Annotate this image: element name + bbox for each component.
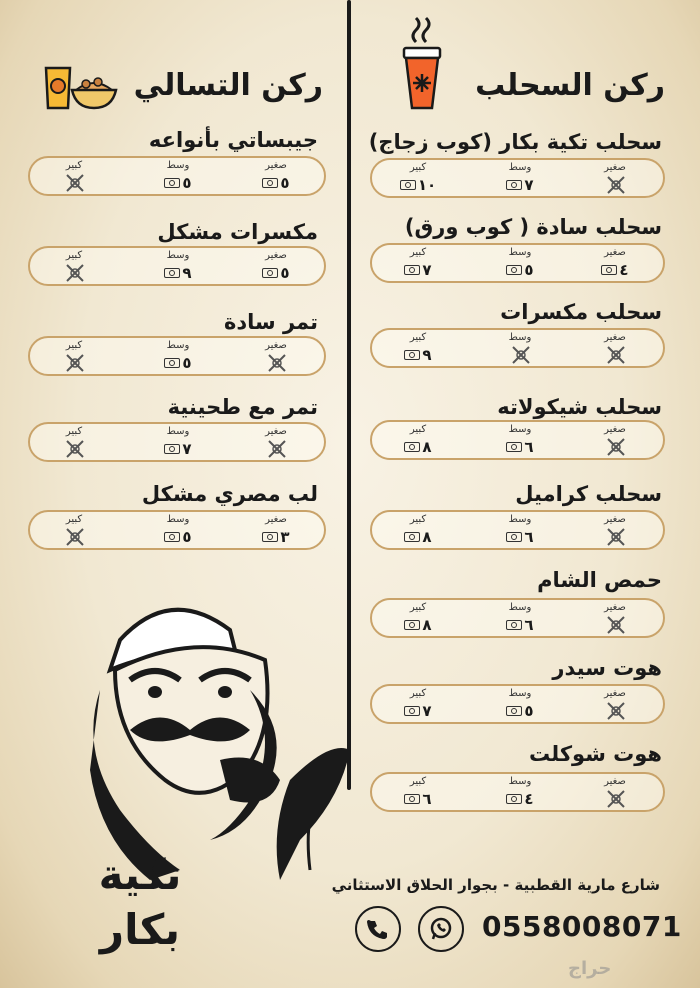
cash-icon xyxy=(506,620,522,630)
size-small xyxy=(248,514,304,548)
brand-line-1: تكية xyxy=(98,850,182,899)
snack-item-5-prices xyxy=(28,510,326,550)
size-medium-label: وسط xyxy=(508,332,532,343)
size-large-label: كبير xyxy=(65,160,83,171)
medium-price: ٦ xyxy=(524,438,534,456)
size-small xyxy=(587,162,643,196)
snack-item-4-name: تمر مع طحينية xyxy=(167,395,318,419)
medium-price: ٧ xyxy=(524,176,534,194)
snack-item-3-name: تمر سادة xyxy=(223,310,318,334)
size-medium xyxy=(150,250,206,284)
sahlab-item-4-name: سحلب شيكولاته xyxy=(497,395,662,419)
cash-icon xyxy=(404,706,420,716)
sahlab-item-5-name: سحلب كراميل xyxy=(515,482,662,506)
size-small-label: صغير xyxy=(604,688,626,699)
large-price: ٦ xyxy=(422,790,432,808)
unavailable-icon xyxy=(510,344,532,366)
size-medium xyxy=(492,162,548,196)
large-price: ٨ xyxy=(422,438,432,456)
medium-price: ٦ xyxy=(524,616,534,634)
whatsapp-icon xyxy=(428,916,454,942)
sahlab-item-1-name: سحلب تكية بكار (كوب زجاج) xyxy=(368,130,662,154)
brand-line-2: بكار xyxy=(99,905,181,954)
cash-icon xyxy=(262,532,278,542)
size-medium-label: وسط xyxy=(508,776,532,787)
medium-price: ٩ xyxy=(182,264,192,282)
size-medium xyxy=(150,426,206,460)
large-price: ٩ xyxy=(422,346,432,364)
size-small xyxy=(587,602,643,636)
cash-icon xyxy=(404,532,420,542)
small-price: ٥ xyxy=(280,264,290,282)
cash-icon xyxy=(506,706,522,716)
size-large-label: كبير xyxy=(409,162,427,173)
size-medium-label: وسط xyxy=(508,688,532,699)
snack-item-2-prices xyxy=(28,246,326,286)
size-large xyxy=(390,514,446,548)
sahlab-item-3-prices xyxy=(370,328,665,368)
sahlab-item-1-prices xyxy=(370,158,665,198)
size-large-label: كبير xyxy=(65,514,83,525)
snacks-section-title: ركن التسالي xyxy=(133,68,323,103)
sahlab-item-3-name: سحلب مكسرات xyxy=(500,300,662,324)
small-price: ٣ xyxy=(280,528,290,546)
size-large-label: كبير xyxy=(409,247,427,258)
large-price: ٨ xyxy=(422,616,432,634)
cash-icon xyxy=(164,178,180,188)
size-medium-label: وسط xyxy=(166,426,190,437)
size-small-label: صغير xyxy=(265,514,287,525)
unavailable-icon xyxy=(605,344,627,366)
size-large xyxy=(390,776,446,810)
sahlab-item-6-name: حمص الشام xyxy=(537,568,662,592)
size-medium-label: وسط xyxy=(508,424,532,435)
snack-item-1-name: جيبساتي بأنواعه xyxy=(148,128,318,152)
size-large xyxy=(390,332,446,366)
size-small-label: صغير xyxy=(604,776,626,787)
character-illustration xyxy=(60,580,360,880)
size-small xyxy=(248,160,304,194)
size-small-label: صغير xyxy=(604,514,626,525)
size-medium xyxy=(150,340,206,374)
cash-icon xyxy=(404,350,420,360)
snack-item-1-prices xyxy=(28,156,326,196)
size-small-label: صغير xyxy=(604,332,626,343)
size-small-label: صغير xyxy=(604,602,626,613)
cash-icon xyxy=(262,268,278,278)
size-medium xyxy=(492,776,548,810)
size-medium xyxy=(492,424,548,458)
sahlab-item-8-prices xyxy=(370,772,665,812)
unavailable-icon xyxy=(605,700,627,722)
size-medium-label: وسط xyxy=(166,514,190,525)
unavailable-icon xyxy=(64,352,86,374)
sahlab-item-5-prices xyxy=(370,510,665,550)
cash-icon xyxy=(601,265,617,275)
unavailable-icon xyxy=(64,172,86,194)
small-price: ٥ xyxy=(280,174,290,192)
sahlab-item-4-prices xyxy=(370,420,665,460)
cash-icon xyxy=(506,794,522,804)
size-medium-label: وسط xyxy=(508,602,532,613)
size-small xyxy=(248,340,304,374)
size-large xyxy=(390,688,446,722)
size-small-label: صغير xyxy=(604,162,626,173)
unavailable-icon xyxy=(266,438,288,460)
size-large xyxy=(390,424,446,458)
whatsapp-button[interactable] xyxy=(418,906,464,952)
large-price: ٧ xyxy=(422,702,432,720)
snack-item-4-prices xyxy=(28,422,326,462)
cash-icon xyxy=(164,532,180,542)
medium-price: ٥ xyxy=(524,702,534,720)
snacks-bowl-icon xyxy=(42,62,118,114)
watermark-text: حراج xyxy=(568,958,612,979)
size-small xyxy=(248,426,304,460)
size-small xyxy=(587,776,643,810)
medium-price: ٥ xyxy=(182,354,192,372)
medium-price: ٥ xyxy=(524,261,534,279)
cash-icon xyxy=(506,532,522,542)
cash-icon xyxy=(404,265,420,275)
size-medium xyxy=(150,160,206,194)
unavailable-icon xyxy=(605,526,627,548)
sahlab-item-2-prices xyxy=(370,243,665,283)
phone-number[interactable]: 0558008071 xyxy=(482,910,682,943)
sahlab-item-8-name: هوت شوكلت xyxy=(529,742,662,766)
unavailable-icon xyxy=(64,262,86,284)
size-large-label: كبير xyxy=(409,776,427,787)
size-large-label: كبير xyxy=(65,426,83,437)
size-large xyxy=(46,160,102,194)
size-small-label: صغير xyxy=(265,250,287,261)
size-large xyxy=(46,426,102,460)
size-large xyxy=(46,250,102,284)
cash-icon xyxy=(506,180,522,190)
size-medium-label: وسط xyxy=(166,250,190,261)
size-small xyxy=(587,688,643,722)
size-large xyxy=(390,247,446,281)
unavailable-icon xyxy=(605,788,627,810)
medium-price: ٤ xyxy=(524,790,534,808)
size-medium xyxy=(492,332,548,366)
size-medium xyxy=(150,514,206,548)
large-price: ٨ xyxy=(422,528,432,546)
medium-price: ٥ xyxy=(182,528,192,546)
size-medium-label: وسط xyxy=(508,514,532,525)
size-medium xyxy=(492,602,548,636)
small-price: ٤ xyxy=(619,261,629,279)
size-large-label: كبير xyxy=(409,332,427,343)
cash-icon xyxy=(404,794,420,804)
cash-icon xyxy=(506,265,522,275)
size-small xyxy=(587,247,643,281)
phone-icon xyxy=(367,918,389,940)
cash-icon xyxy=(404,620,420,630)
size-small-label: صغير xyxy=(265,340,287,351)
sahlab-item-7-name: هوت سيدر xyxy=(552,656,662,680)
size-medium xyxy=(492,688,548,722)
large-price: ٧ xyxy=(422,261,432,279)
sahlab-item-7-prices xyxy=(370,684,665,724)
size-small xyxy=(587,332,643,366)
size-large-label: كبير xyxy=(409,688,427,699)
size-small xyxy=(587,514,643,548)
call-button[interactable] xyxy=(355,906,401,952)
size-large xyxy=(46,340,102,374)
cash-icon xyxy=(164,358,180,368)
size-small-label: صغير xyxy=(604,247,626,258)
size-large-label: كبير xyxy=(409,424,427,435)
hot-drink-cup-icon xyxy=(398,12,446,112)
unavailable-icon xyxy=(605,436,627,458)
size-medium-label: وسط xyxy=(508,247,532,258)
size-large xyxy=(390,162,446,196)
large-price: ١٠ xyxy=(417,176,437,194)
size-medium xyxy=(492,514,548,548)
size-large-label: كبير xyxy=(409,602,427,613)
size-large-label: كبير xyxy=(65,250,83,261)
medium-price: ٥ xyxy=(182,174,192,192)
size-small xyxy=(587,424,643,458)
size-medium-label: وسط xyxy=(166,160,190,171)
size-medium-label: وسط xyxy=(166,340,190,351)
size-small-label: صغير xyxy=(604,424,626,435)
size-small-label: صغير xyxy=(265,426,287,437)
medium-price: ٦ xyxy=(524,528,534,546)
medium-price: ٧ xyxy=(182,440,192,458)
size-small xyxy=(248,250,304,284)
sahlab-item-2-name: سحلب سادة ( كوب ورق) xyxy=(404,215,662,239)
snack-item-5-name: لب مصري مشكل xyxy=(141,482,318,506)
sahlab-item-6-prices xyxy=(370,598,665,638)
size-medium xyxy=(492,247,548,281)
size-large-label: كبير xyxy=(65,340,83,351)
snack-item-3-prices xyxy=(28,336,326,376)
cash-icon xyxy=(164,268,180,278)
unavailable-icon xyxy=(266,352,288,374)
address-text: شارع مارية القطبية - بجوار الحلاق الاستثاني xyxy=(331,876,660,894)
size-large xyxy=(46,514,102,548)
unavailable-icon xyxy=(605,614,627,636)
cash-icon xyxy=(404,442,420,452)
cash-icon xyxy=(164,444,180,454)
unavailable-icon xyxy=(605,174,627,196)
size-large-label: كبير xyxy=(409,514,427,525)
sahlab-section-title: ركن السحلب xyxy=(475,68,665,103)
unavailable-icon xyxy=(64,438,86,460)
size-small-label: صغير xyxy=(265,160,287,171)
size-medium-label: وسط xyxy=(508,162,532,173)
snack-item-2-name: مكسرات مشكل xyxy=(157,220,318,244)
size-large xyxy=(390,602,446,636)
unavailable-icon xyxy=(64,526,86,548)
cash-icon xyxy=(262,178,278,188)
cash-icon xyxy=(506,442,522,452)
cash-icon xyxy=(400,180,416,190)
